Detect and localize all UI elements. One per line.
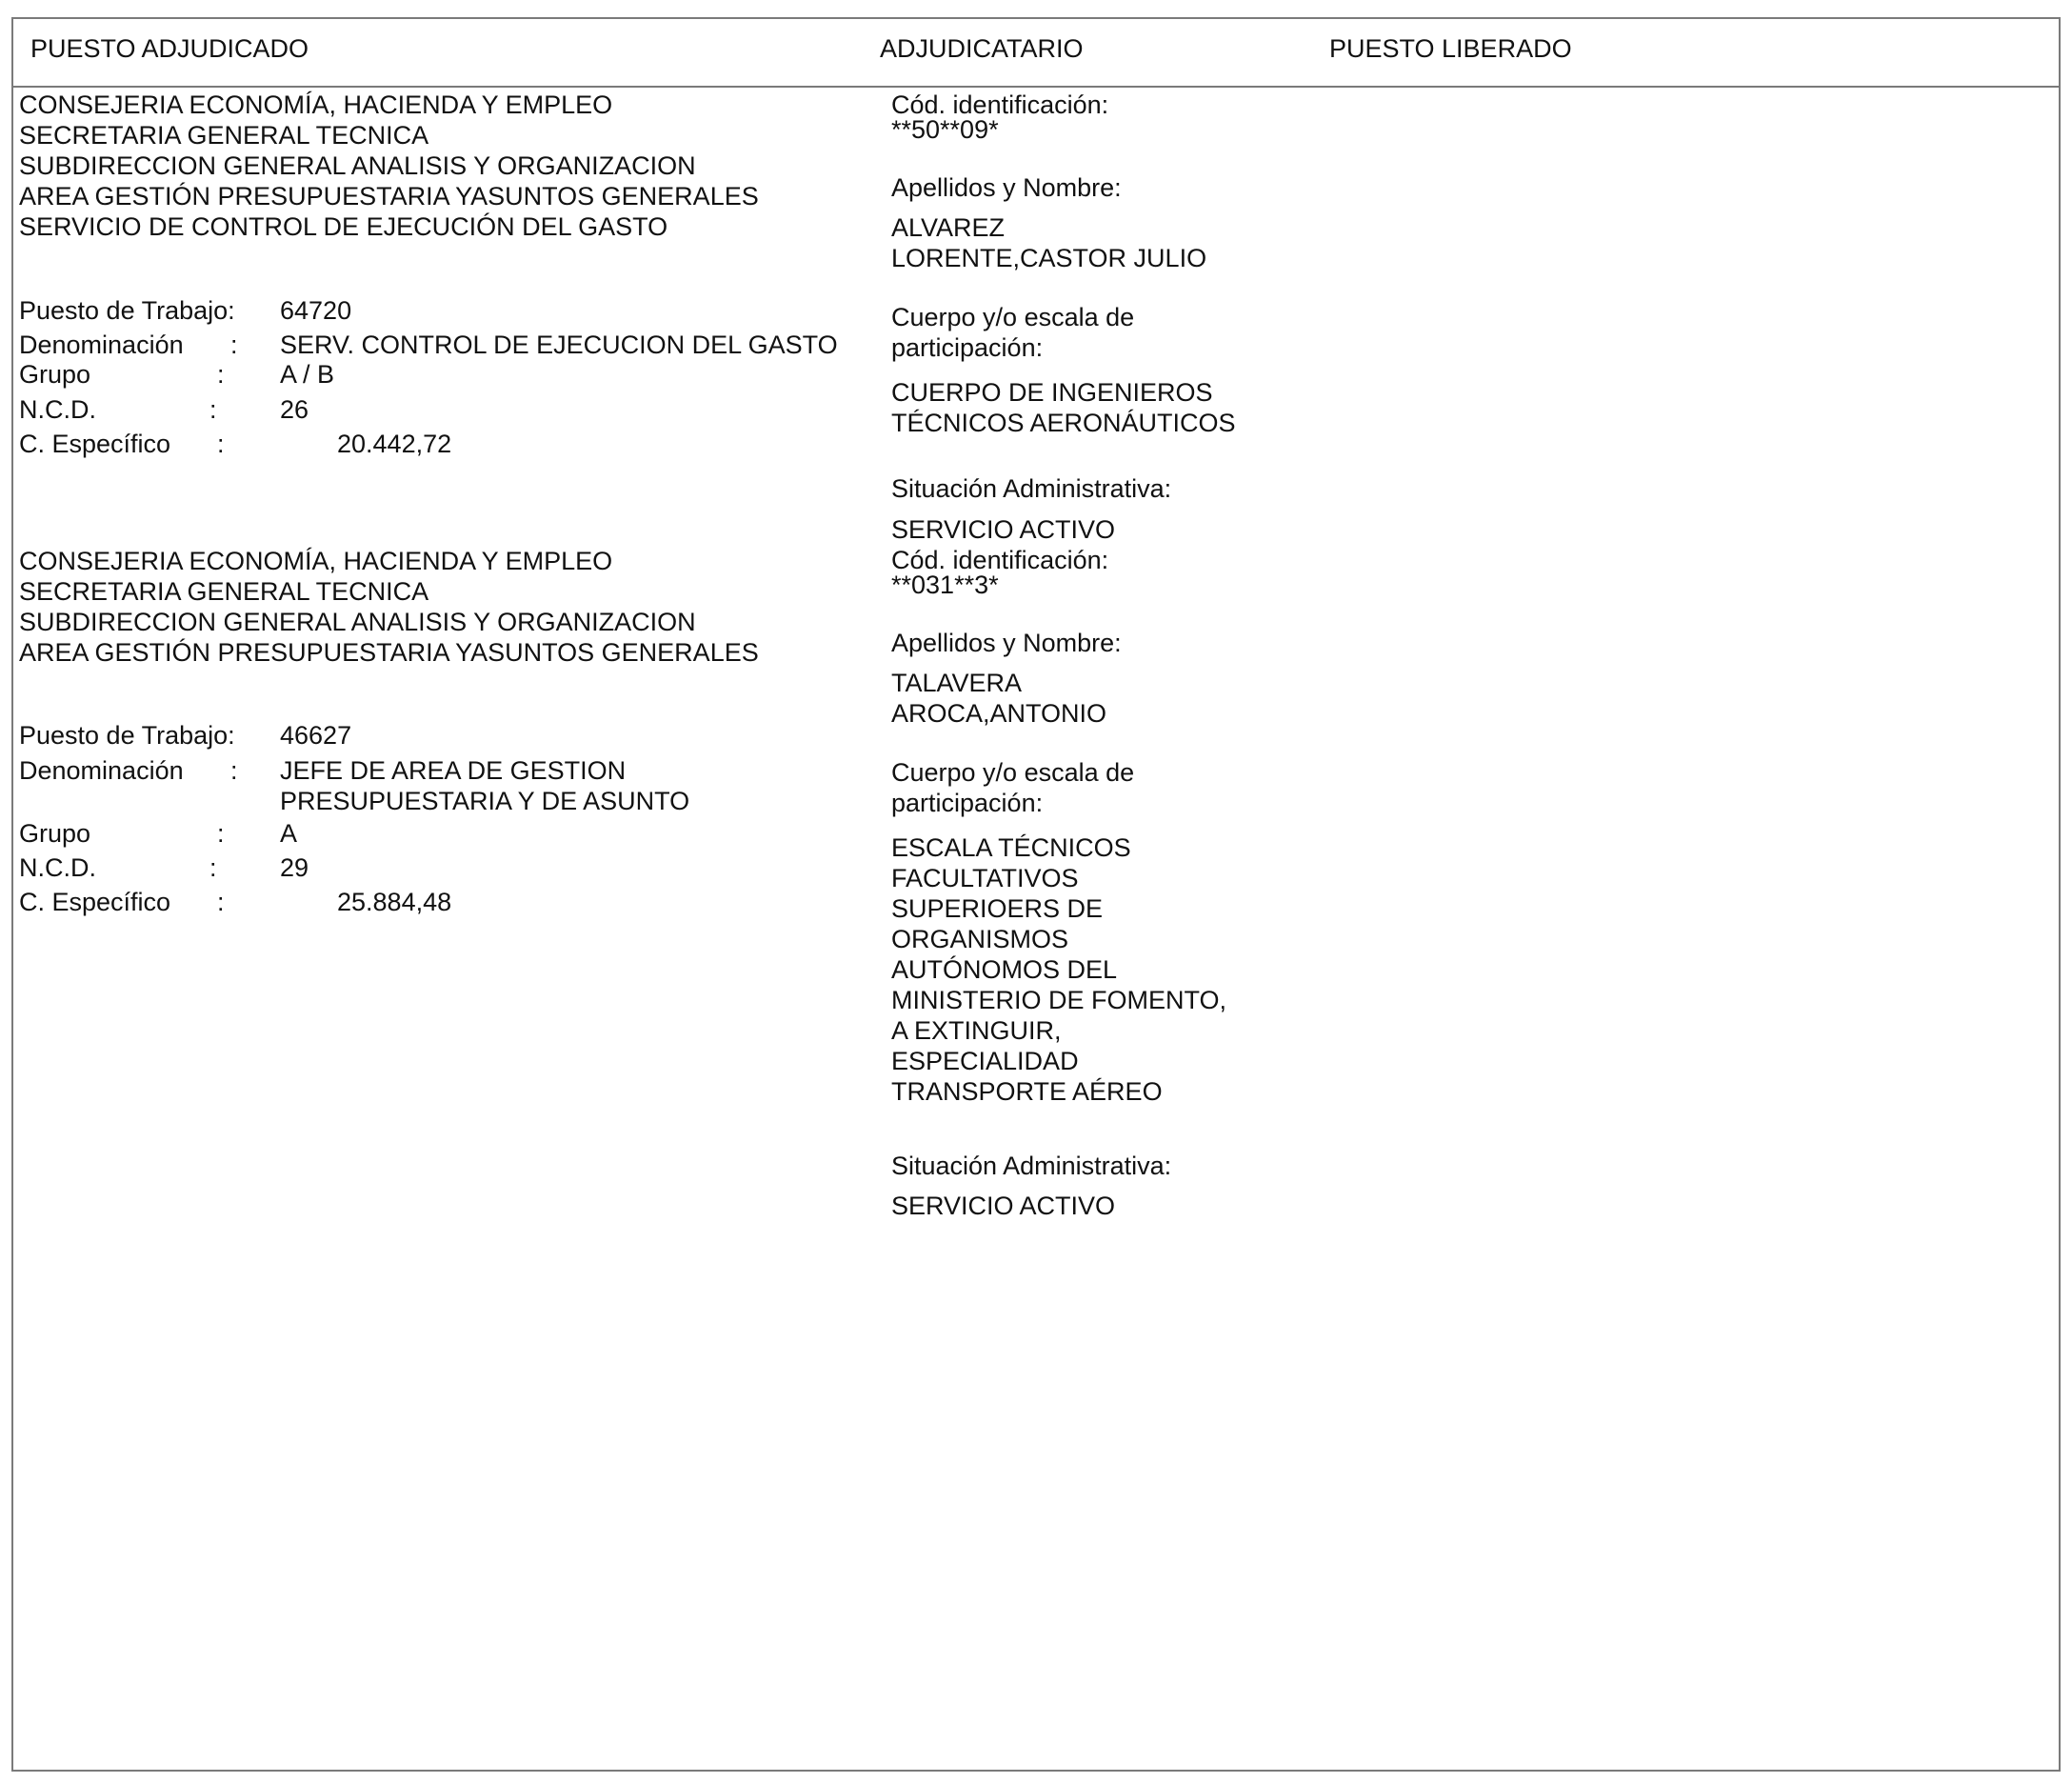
nombre-value [891,212,1206,273]
puesto-trabajo-label: Puesto de Trabajo: [19,296,235,325]
ncd-label: N.C.D. [19,395,96,424]
org-line: SERVICIO DE CONTROL DE EJECUCIÓN DEL GASTO [19,212,668,241]
puesto-trabajo-value: 46627 [280,721,352,750]
especifico-colon: : [217,888,225,916]
grupo-label: Grupo [19,819,91,848]
cuerpo-value [891,832,1226,1107]
cuerpo-label [891,302,1134,363]
grupo-colon: : [217,819,225,848]
especifico-value: 20.442,72 [337,430,452,458]
org-line: CONSEJERIA ECONOMÍA, HACIENDA Y EMPLEO [19,90,613,119]
especifico-colon: : [217,430,225,458]
grupo-label: Grupo [19,360,91,389]
grupo-colon: : [217,360,225,389]
especifico-label: C. Específico [19,888,171,916]
situacion-label: Situación Administrativa: [891,474,1172,503]
cuerpo-line: ORGANISMOS [891,925,1069,953]
puesto-trabajo-value: 64720 [280,296,352,325]
cuerpo-line: SUPERIOERS DE [891,894,1104,923]
denominacion-value [280,755,689,816]
nombre-line: ALVAREZ [891,213,1006,242]
cuerpo-line: MINISTERIO DE FOMENTO, [891,986,1227,1014]
ncd-label: N.C.D. [19,853,96,882]
header-divider [11,86,2061,88]
ncd-value: 26 [280,395,309,424]
cuerpo-label [891,757,1134,818]
nombre-line: AROCA,ANTONIO [891,699,1107,728]
grupo-value: A [280,819,298,848]
denominacion-line: JEFE DE AREA DE GESTION [280,756,627,785]
ncd-colon: : [209,395,217,424]
cuerpo-line: FACULTATIVOS [891,864,1079,892]
cuerpo-line: A EXTINGUIR, [891,1016,1062,1045]
adjudicatario-1-cod [891,90,1108,145]
denominacion-line: PRESUPUESTARIA Y DE ASUNTO [280,787,690,815]
cuerpo-label-line: participación: [891,333,1044,362]
cuerpo-line: ESCALA TÉCNICOS [891,833,1131,862]
org-line: CONSEJERIA ECONOMÍA, HACIENDA Y EMPLEO [19,547,613,575]
cuerpo-line: TRANSPORTE AÉREO [891,1077,1163,1106]
situacion-value: SERVICIO ACTIVO [891,515,1116,544]
situacion-value: SERVICIO ACTIVO [891,1192,1116,1220]
cuerpo-line: CUERPO DE INGENIEROS [891,378,1213,407]
situacion-label: Situación Administrativa: [891,1152,1172,1180]
cod-value: **031**3* [891,571,999,599]
ncd-value: 29 [280,853,309,882]
header-puesto-adjudicado: PUESTO ADJUDICADO [30,34,309,63]
position-2-org-block [19,546,759,668]
cuerpo-label-line: participación: [891,789,1044,817]
cuerpo-line: AUTÓNOMOS DEL [891,955,1118,984]
org-line: SECRETARIA GENERAL TECNICA [19,121,429,150]
nombre-line: TALAVERA [891,669,1023,697]
cod-label: Cód. identificación: [891,546,1109,574]
position-1-org-block [19,90,759,242]
adjudicatario-2-cod [891,545,1108,600]
denominacion-value: SERV. CONTROL DE EJECUCION DEL GASTO [280,331,838,359]
cod-value: **50**09* [891,115,999,144]
nombre-line: LORENTE,CASTOR JULIO [891,244,1207,272]
especifico-label: C. Específico [19,430,171,458]
especifico-value: 25.884,48 [337,888,452,916]
denominacion-label: Denominación [19,331,184,359]
header-adjudicatario: ADJUDICATARIO [880,34,1084,63]
nombre-label: Apellidos y Nombre: [891,173,1122,202]
cuerpo-value [891,377,1236,438]
org-line: AREA GESTIÓN PRESUPUESTARIA YASUNTOS GENERALES [19,182,759,210]
cuerpo-line: TÉCNICOS AERONÁUTICOS [891,409,1236,437]
cuerpo-line: ESPECIALIDAD [891,1047,1079,1075]
ncd-colon: : [209,853,217,882]
org-line: SUBDIRECCION GENERAL ANALISIS Y ORGANIZACION [19,151,696,180]
denominacion-colon: : [230,756,238,785]
denominacion-colon: : [230,331,238,359]
header-puesto-liberado: PUESTO LIBERADO [1329,34,1572,63]
puesto-trabajo-label: Puesto de Trabajo: [19,721,235,750]
cuerpo-label-line: Cuerpo y/o escala de [891,303,1135,331]
org-line: SUBDIRECCION GENERAL ANALISIS Y ORGANIZACION [19,608,696,636]
org-line: AREA GESTIÓN PRESUPUESTARIA YASUNTOS GENERALES [19,638,759,667]
nombre-value [891,668,1106,729]
grupo-value: A / B [280,360,335,389]
cod-label: Cód. identificación: [891,90,1109,119]
org-line: SECRETARIA GENERAL TECNICA [19,577,429,606]
cuerpo-label-line: Cuerpo y/o escala de [891,758,1135,787]
nombre-label: Apellidos y Nombre: [891,629,1122,657]
denominacion-label: Denominación [19,756,184,785]
